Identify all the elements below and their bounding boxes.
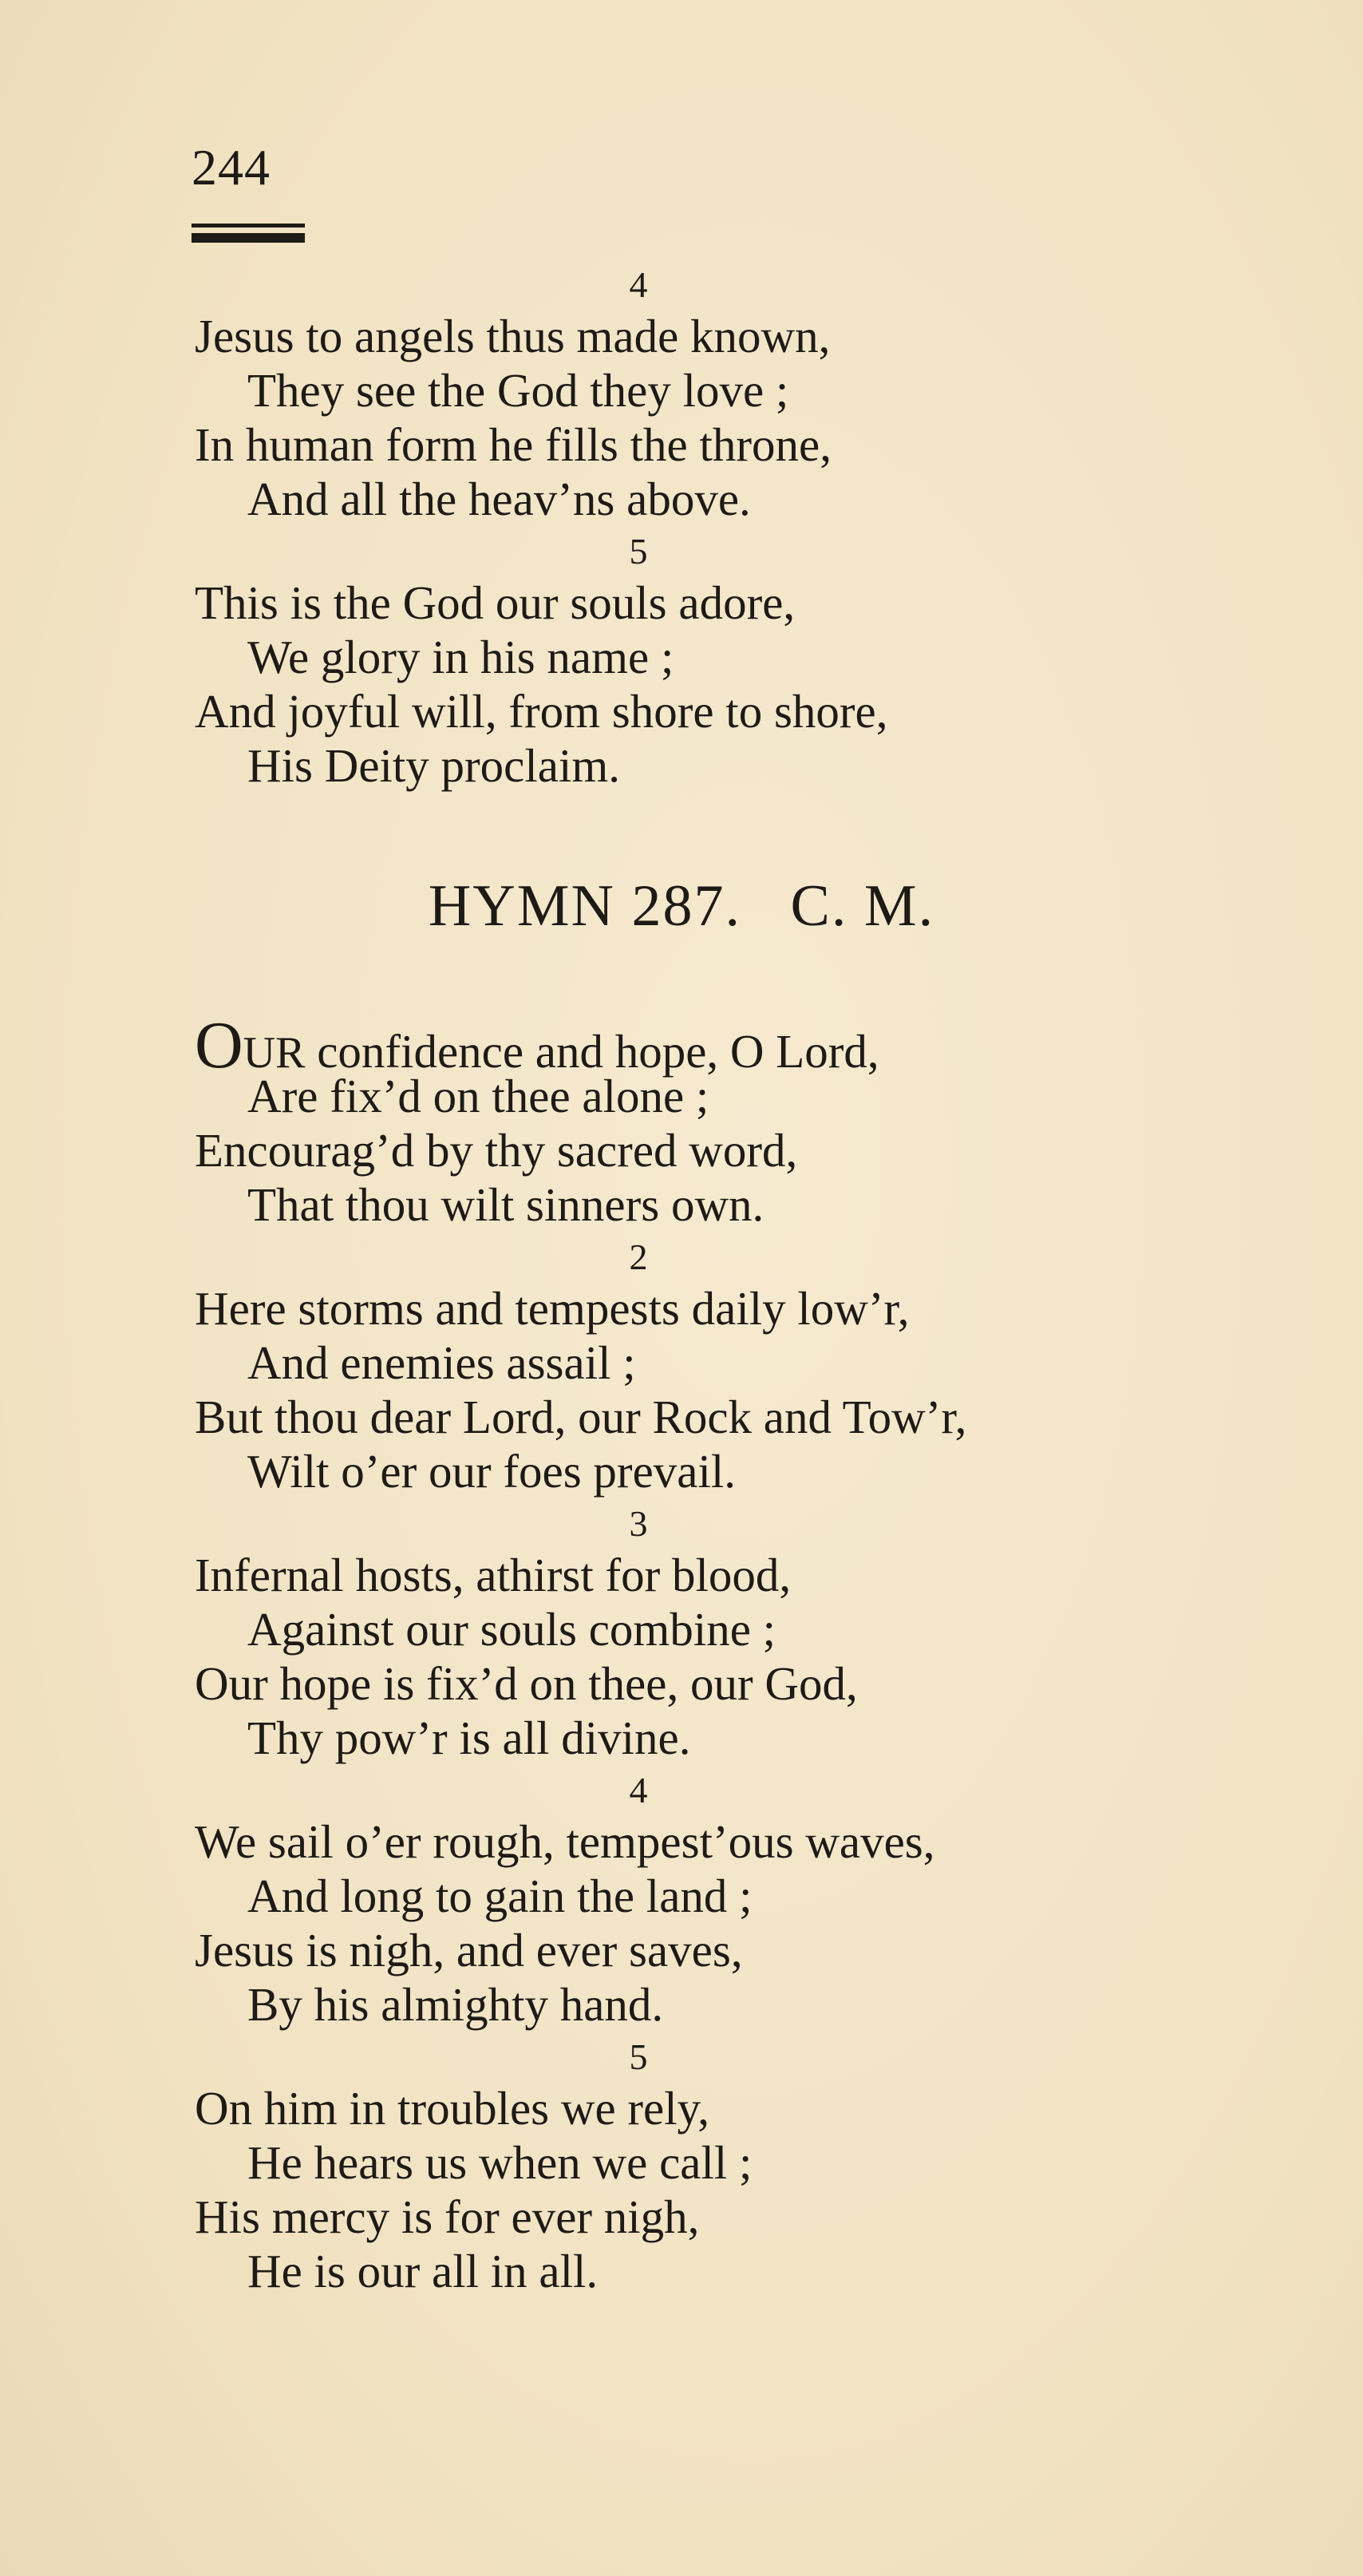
verse-line: Jesus is nigh, and ever saves, [195, 1924, 743, 1977]
stanza-number: 4 [629, 1770, 648, 1810]
verse-line: Here storms and tempests daily low’r, [195, 1282, 910, 1335]
verse-line: Are fix’d on thee alone ; [247, 1070, 709, 1122]
first-line-rest: confidence and hope, O Lord, [305, 1025, 879, 1078]
verse-line: Our hope is fix’d on thee, our God, [195, 1657, 858, 1710]
verse-line: And joyful will, from shore to shore, [195, 685, 888, 738]
verse-line: He hears us when we call ; [247, 2136, 753, 2189]
verse-line: And all the heav’ns above. [247, 473, 751, 525]
verse-line: Thy pow’r is all divine. [247, 1711, 691, 1764]
stanza-number: 3 [629, 1503, 648, 1544]
header-rule-thick [192, 233, 305, 243]
verse-line: But thou dear Lord, our Rock and Tow’r, [195, 1391, 967, 1443]
header-rule-thin [192, 224, 305, 228]
verse-line: Against our souls combine ; [247, 1603, 776, 1656]
verse-line: In human form he fills the throne, [195, 418, 832, 471]
verse-line: Infernal hosts, athirst for blood, [195, 1549, 792, 1601]
page-number: 244 [192, 139, 271, 196]
hymn-title: HYMN 287. C. M. [428, 873, 935, 939]
verse-line: And long to gain the land ; [247, 1870, 753, 1922]
verse-line: Encourag’d by thy sacred word, [195, 1124, 798, 1177]
verse-line: This is the God our souls adore, [195, 576, 796, 629]
verse-line: His Deity proclaim. [247, 739, 620, 792]
stanza-number: 2 [629, 1237, 648, 1277]
drop-cap: O [195, 1008, 243, 1082]
verse-line: We sail o’er rough, tempest’ous waves, [195, 1815, 935, 1868]
verse-line: His mercy is for ever nigh, [195, 2190, 700, 2243]
verse-line: And enemies assail ; [247, 1336, 636, 1389]
stanza-number: 4 [629, 264, 648, 305]
verse-line: Wilt o’er our foes prevail. [247, 1445, 736, 1498]
verse-line: On him in troubles we rely, [195, 2082, 710, 2135]
verse-line: We glory in his name ; [247, 631, 674, 683]
verse-line: He is our all in all. [247, 2245, 599, 2297]
verse-line: That thou wilt sinners own. [247, 1178, 764, 1231]
verse-line: By his almighty hand. [247, 1978, 664, 2031]
verse-line: Jesus to angels thus made known, [195, 310, 831, 362]
stanza-number: 5 [629, 531, 648, 572]
verse-line: They see the God they love ; [247, 364, 789, 417]
stanza-number: 5 [629, 2036, 648, 2077]
first-word-smallcaps: UR [243, 1028, 306, 1078]
